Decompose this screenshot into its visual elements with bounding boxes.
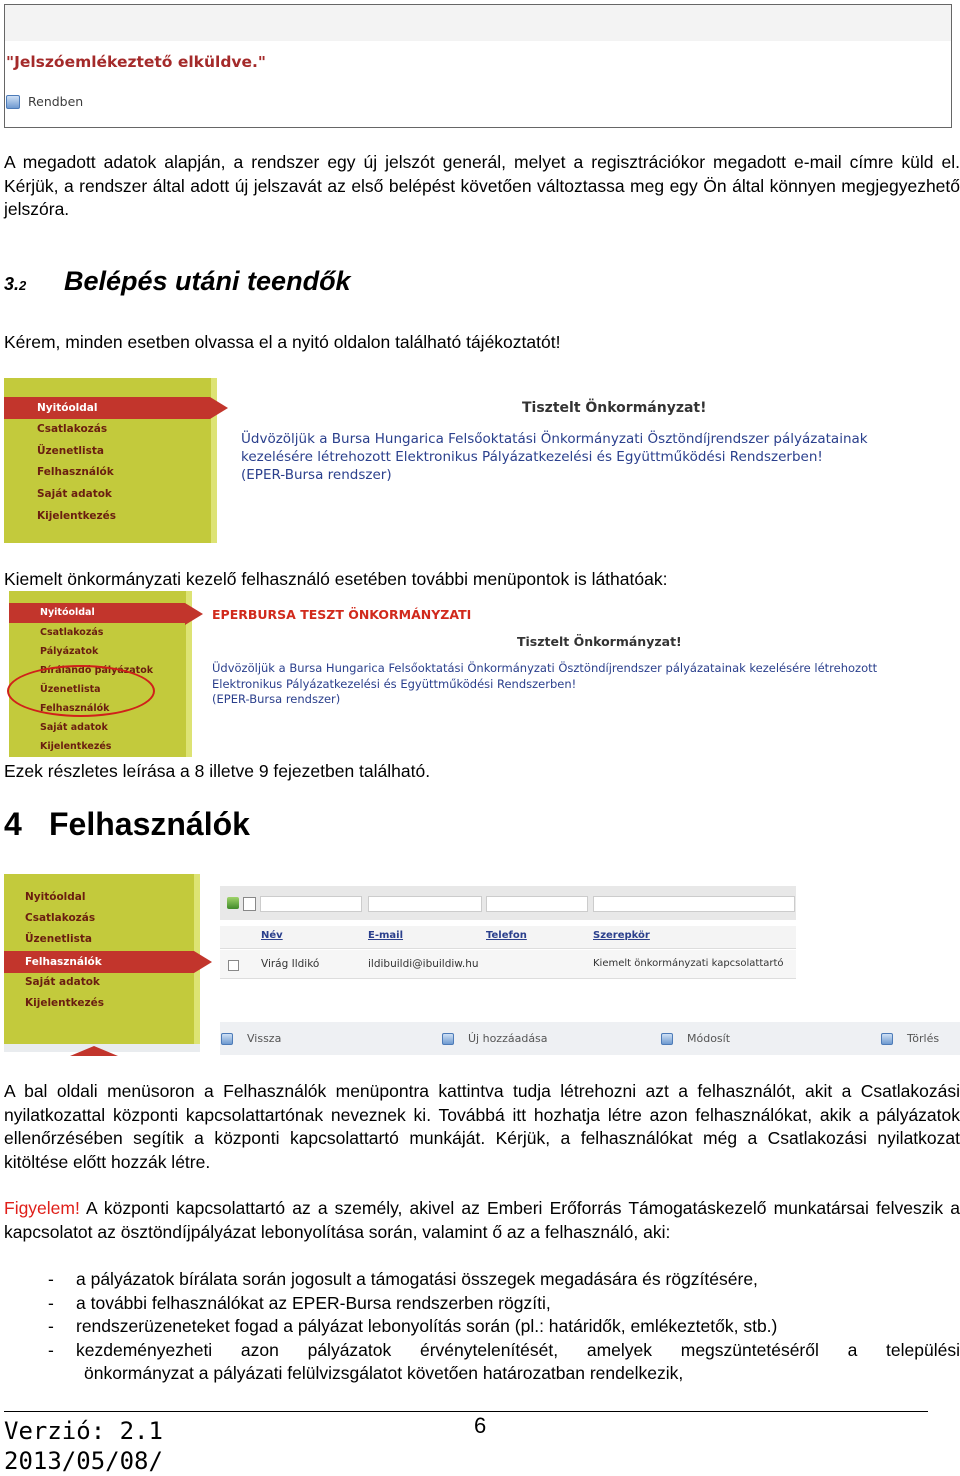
cell-email: ildibuildi@ibuildiw.hu	[368, 958, 479, 970]
responsibility-list	[4, 1268, 960, 1386]
filter-email-input[interactable]	[368, 896, 482, 912]
list-item: - a pályázatok bírálata során jogosult a támogatási összegek megadására és rögzítésére,	[48, 1269, 758, 1289]
menu-item-applications[interactable]: Pályázatok	[40, 646, 99, 657]
back-button[interactable]: Vissza	[221, 1032, 281, 1045]
warning-text: A központi kapcsolattartó az a személy, akivel az Emberi Erőforrás Támogatáskezelő munkatársai felveszik a kapcsolatot az ösztöndíjpályázat lebonyolítása során, valamint ő az a felhasználó, aki:	[4, 1198, 960, 1242]
menu-item-join[interactable]: Csatlakozás	[37, 423, 108, 435]
menu-item-messages[interactable]: Üzenetlista	[25, 933, 92, 945]
section-title: Belépés utáni teendők	[64, 266, 351, 296]
dialog-header-strip	[5, 5, 951, 41]
cell-role: Kiemelt önkormányzati kapcsolattartó	[593, 958, 784, 969]
action-bar	[220, 1022, 960, 1055]
menu-item-messages[interactable]: Üzenetlista	[37, 445, 104, 457]
footer-version: Verzió: 2.1 2013/05/08/	[4, 1417, 163, 1475]
paragraph-warning	[4, 1197, 960, 1244]
menu-item-users[interactable]: Felhasználók	[37, 466, 114, 478]
menu-item-home[interactable]: Nyitóoldal	[9, 603, 185, 623]
menu-item-join[interactable]: Csatlakozás	[25, 912, 96, 924]
filter-phone-input[interactable]	[486, 896, 588, 912]
warning-label: Figyelem!	[4, 1198, 80, 1218]
ok-button-label: Rendben	[28, 94, 84, 109]
greeting: Tisztelt Önkormányzat!	[517, 634, 682, 649]
ok-button[interactable]	[6, 94, 83, 109]
list-item: - rendszerüzeneteket fogad a pályázat lebonyolítás során (pl.: határidők, emlékeztetők, stb.)	[48, 1316, 778, 1336]
list-item-continuation: önkormányzat a pályázati felülvizsgálatot követően határozatban rendelkezik,	[84, 1363, 684, 1383]
export-icon[interactable]	[243, 897, 256, 911]
paragraph-users-menu: A bal oldali menüsoron a Felhasználók menüpontra kattintva tudja létrehozni azt a felhasználót, akit a Csatlakozási nyilatkozattal központi kapcsolattartónak neveznek ki. Továbbá itt hozhatja létre azon felhasználókat, akik a pályázatok ellenőrzésében segítik a központi kapcsolattartó munkáját. Kérjük, a felhasználókat még a Csatlakozási nyilatkozat kitöltése előtt hozzák létre.	[4, 1081, 960, 1172]
modify-button[interactable]: Módosít	[661, 1032, 730, 1045]
section-heading-4	[4, 806, 250, 843]
section-number: 4	[4, 806, 22, 842]
menu-item-home[interactable]: Nyitóoldal	[25, 891, 86, 903]
page-number: 6	[474, 1413, 487, 1438]
menu-item-join[interactable]: Csatlakozás	[40, 627, 104, 638]
welcome-text: Üdvözöljük a Bursa Hungarica Felsőoktatási Önkormányzati Ösztöndíjrendszer pályázatainak kezelésére létrehozott Elektronikus Pályázatkezelési és Együttműködési Rendszerben! (EPER-Bursa rendszer)	[212, 661, 878, 706]
menu-item-my-data[interactable]: Saját adatok	[37, 488, 112, 500]
menu-item-my-data[interactable]: Saját adatok	[25, 976, 100, 988]
filter-role-input[interactable]	[593, 896, 795, 912]
add-icon	[442, 1033, 454, 1045]
back-icon	[221, 1033, 233, 1045]
welcome-text: Üdvözöljük a Bursa Hungarica Felsőoktatási Önkormányzati Ösztöndíjrendszer pályázatainak kezelésére létrehozott Elektronikus Pályázatkezelési és Együttműködési Rendszerben! (EPER-Bursa rendszer)	[241, 431, 868, 483]
paragraph-new-password: A megadott adatok alapján, a rendszer egy új jelszót generál, melyet a regisztrációkor megadott e-mail címre küld el. Kérjük, a rendszer által adott új jelszavát az első belépést követően változtassa meg egy Ön által könnyen megjegyezhető jelszóra.	[4, 152, 960, 219]
add-new-button[interactable]: Új hozzáadása	[442, 1032, 548, 1045]
section-number: 3.2	[4, 274, 27, 294]
section-heading-3-2	[4, 266, 351, 297]
refresh-icon[interactable]	[227, 897, 239, 909]
delete-button[interactable]: Törlés	[881, 1032, 939, 1045]
column-phone[interactable]: Telefon	[486, 930, 527, 941]
column-role[interactable]: Szerepkör	[593, 930, 650, 941]
decor-triangle	[70, 1046, 118, 1056]
delete-icon	[881, 1033, 893, 1045]
menu-item-logout[interactable]: Kijelentkezés	[37, 510, 116, 522]
row-checkbox[interactable]	[228, 960, 239, 971]
paragraph-extra-menu: Kiemelt önkormányzati kezelő felhasználó esetében további menüpontok is láthatóak:	[4, 569, 668, 589]
menu-item-users[interactable]: Felhasználók	[40, 703, 110, 714]
menu-item-home[interactable]: Nyitóoldal	[4, 397, 210, 419]
column-name[interactable]: Név	[261, 930, 283, 941]
menu-item-logout[interactable]: Kijelentkezés	[25, 997, 104, 1009]
footer-divider	[4, 1411, 928, 1412]
button-icon	[6, 95, 20, 109]
list-item: - a további felhasználókat az EPER-Bursa rendszerben rögzíti,	[48, 1292, 551, 1313]
menu-item-logout[interactable]: Kijelentkezés	[40, 741, 112, 752]
cell-name: Virág Ildikó	[261, 958, 320, 970]
menu-item-users[interactable]: Felhasználók	[4, 951, 194, 973]
organization-name: EPERBURSA TESZT ÖNKORMÁNYZATI	[212, 607, 472, 622]
greeting: Tisztelt Önkormányzat!	[522, 400, 707, 416]
paragraph-read-info: Kérem, minden esetben olvassa el a nyitó oldalon található tájékoztatót!	[4, 332, 561, 352]
filter-name-input[interactable]	[260, 896, 362, 912]
edit-icon	[661, 1033, 673, 1045]
column-email[interactable]: E-mail	[368, 930, 404, 941]
highlight-ellipse	[7, 665, 155, 717]
menu-item-applications-to-review[interactable]: Bírálandó pályázatok	[40, 665, 154, 676]
menu-item-messages[interactable]: Üzenetlista	[40, 684, 101, 695]
dialog-message: "Jelszóemlékeztető elküldve."	[6, 53, 267, 71]
list-item: - kezdeményezheti azon pályázatok érvénytelenítését, amelyek megszüntetéséről a települési	[48, 1339, 960, 1360]
section-title: Felhasználók	[49, 806, 250, 842]
paragraph-chapter-ref: Ezek részletes leírása a 8 illetve 9 fejezetben található.	[4, 761, 431, 781]
menu-item-my-data[interactable]: Saját adatok	[40, 722, 108, 733]
